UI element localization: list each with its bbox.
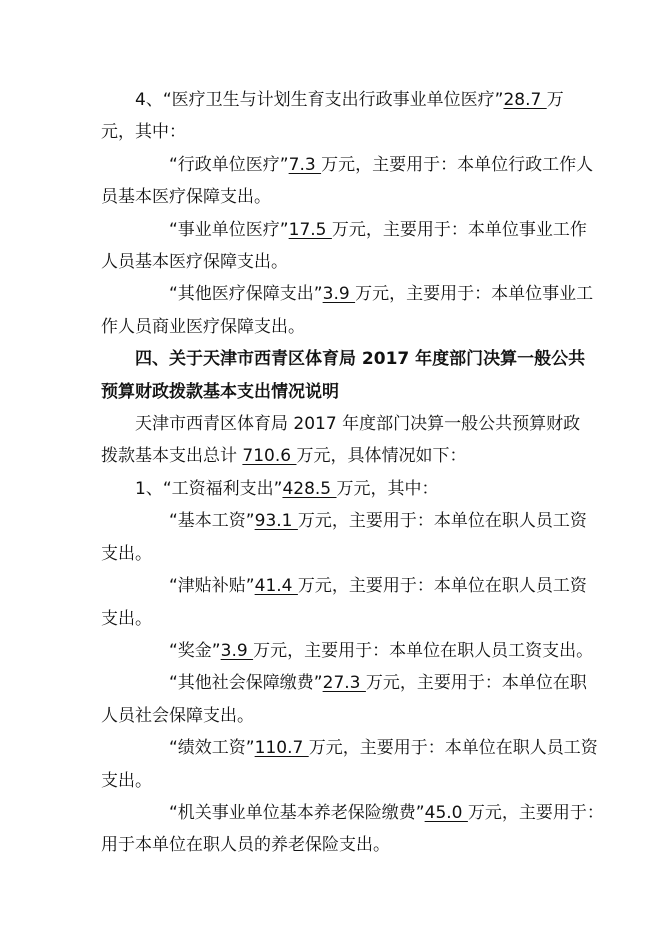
amount-value: 45.0 <box>424 802 468 823</box>
item-bonus <box>101 635 594 667</box>
item-text: 人员基本医疗保障支出。 <box>101 252 288 273</box>
item-label: 4、“医疗卫生与计划生育支出行政事业单位医疗” <box>135 90 504 110</box>
item-text: 作人员商业医疗保障支出。 <box>101 316 305 337</box>
item-text: 万元，主要用于： <box>467 802 604 823</box>
amount-value: 710.6 <box>242 446 297 467</box>
document-page <box>101 84 604 862</box>
item-text: 万元，主要用于：本单位在职人员工资 <box>308 738 598 759</box>
amount-value: 110.7 <box>254 738 309 759</box>
amount-value: 17.5 <box>288 219 332 240</box>
amount-value: 27.3 <box>322 673 366 694</box>
item-pension-insurance <box>101 797 604 862</box>
item-text: 元，其中： <box>101 122 186 143</box>
item-label: “基本工资” <box>169 511 255 532</box>
item-text: 万元，主要用于：本单位在职人员工资 <box>297 576 587 597</box>
item-label: 1、“工资福利支出” <box>135 478 283 499</box>
item-medical-total <box>101 84 563 149</box>
item-text: 人员社会保障支出。 <box>101 705 254 726</box>
item-text: 万元，其中： <box>336 478 439 499</box>
item-admin-medical <box>101 149 594 214</box>
body-text: 万元，具体情况如下： <box>296 446 467 467</box>
item-other-medical <box>101 278 594 343</box>
item-label: “其他社会保障缴费” <box>169 673 323 694</box>
item-label: “事业单位医疗” <box>169 219 289 240</box>
item-text: 支出。 <box>101 608 152 629</box>
item-text: 万元，主要用于：本单位在职人员工资支出。 <box>253 640 594 661</box>
item-basic-salary <box>101 505 587 570</box>
item-text: 支出。 <box>101 770 152 791</box>
heading-line: 四、关于天津市西青区体育局 2017 年度部门决算一般公共 <box>135 349 586 370</box>
body-text: 拨款基本支出总计 <box>101 446 243 467</box>
item-label: “绩效工资” <box>169 738 255 759</box>
item-label: “奖金” <box>169 640 221 661</box>
summary-paragraph <box>101 408 581 473</box>
item-text: 万元，主要用于：本单位在职人员工资 <box>297 511 587 532</box>
item-text: 万元，主要用于：本单位事业工 <box>355 284 594 305</box>
item-allowance <box>101 570 587 635</box>
item-text: 员基本医疗保障支出。 <box>101 187 271 208</box>
amount-value: 3.9 <box>322 284 356 305</box>
item-other-social-security <box>101 667 587 732</box>
item-text: 万元，主要用于：本单位行政工作人 <box>321 154 594 175</box>
item-salary-welfare <box>101 473 563 505</box>
item-text: 万元，主要用于：本单位在职 <box>365 673 587 694</box>
item-text: 万元，主要用于：本单位事业工作 <box>331 219 587 240</box>
item-performance-salary <box>101 732 598 797</box>
amount-value: 41.4 <box>254 576 298 597</box>
item-text: 支出。 <box>101 543 152 564</box>
item-label: “津贴补贴” <box>169 576 255 597</box>
item-label: “行政单位医疗” <box>169 154 289 175</box>
item-text: 用于本单位在职人员的养老保险支出。 <box>101 835 390 856</box>
heading-line: 预算财政拨款基本支出情况说明 <box>101 381 339 402</box>
amount-value: 28.7 <box>503 90 547 110</box>
amount-value: 428.5 <box>282 478 337 499</box>
amount-value: 93.1 <box>254 511 298 532</box>
item-label: “其他医疗保障支出” <box>169 284 323 305</box>
amount-value: 7.3 <box>288 154 322 175</box>
body-text: 天津市西青区体育局 2017 年度部门决算一般公共预算财政 <box>135 414 581 435</box>
item-label: “机关事业单位基本养老保险缴费” <box>169 802 425 823</box>
section-heading <box>101 343 586 408</box>
amount-value: 3.9 <box>220 640 254 661</box>
item-public-institution-medical <box>101 214 587 279</box>
item-text: 万 <box>546 90 564 110</box>
